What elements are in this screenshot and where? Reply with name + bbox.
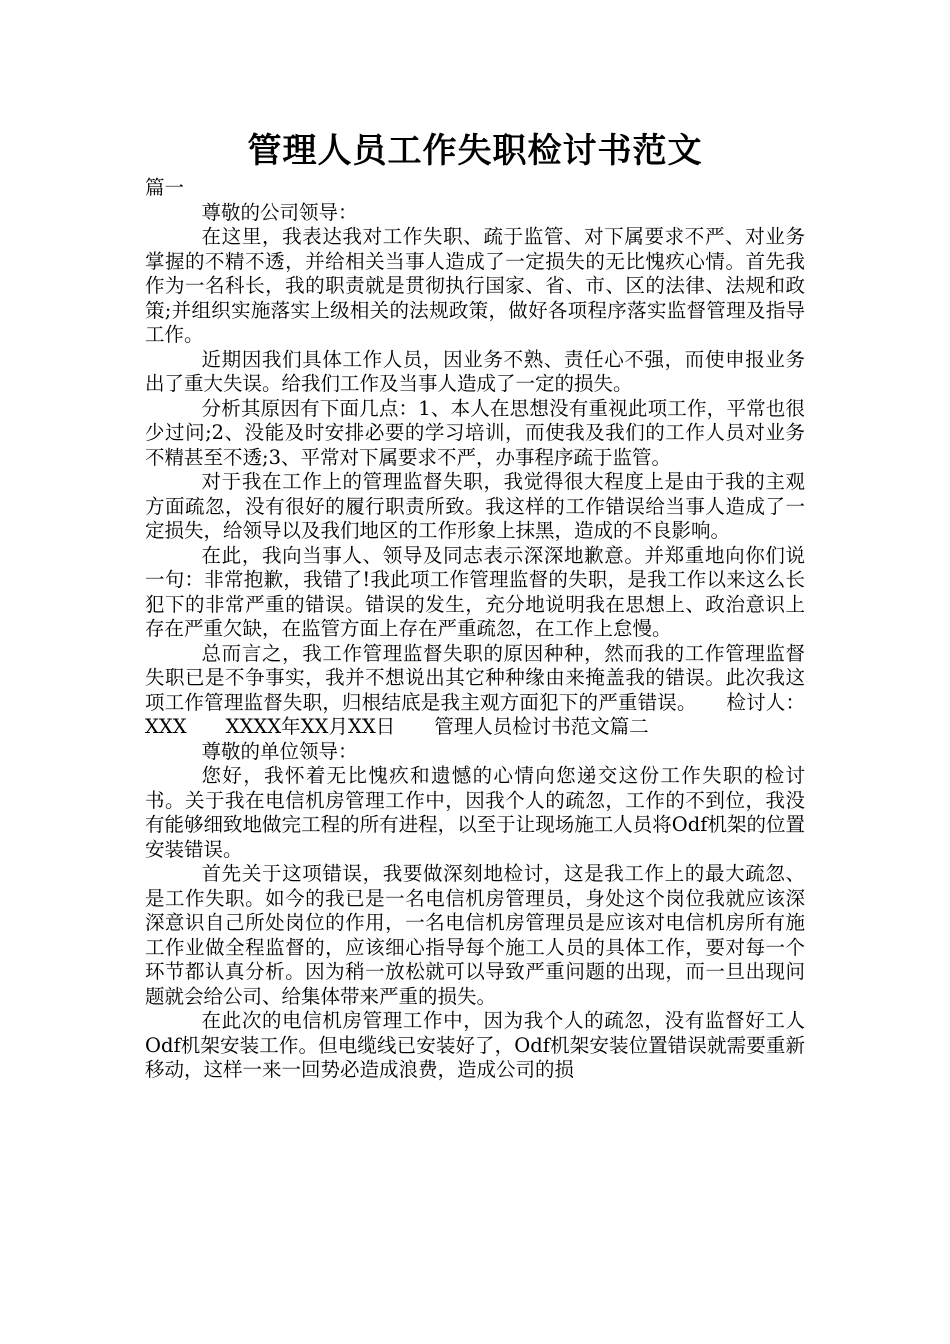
paragraph-1-5: 在此，我向当事人、领导及同志表示深深地歉意。并郑重地向你们说一句：非常抱歉，我错了!我此项工作管理监督的失职，是我工作以来这么长犯下的非常严重的错误。错误的发生，充分地说明我在思想上、政治意识上存在严重欠缺，在监管方面上存在严重疏忽，在工作上怠慢。 bbox=[145, 543, 805, 640]
paragraph-2-1: 您好，我怀着无比愧疚和遗憾的心情向您递交这份工作失职的检讨书。关于我在电信机房管理工作中，因我个人的疏忽，工作的不到位，我没有能够细致地做完工程的所有进程，以至于让现场施工人员将Odf机架的位置安装错误。 bbox=[145, 764, 805, 861]
paragraph-1-4: 对于我在工作上的管理监督失职，我觉得很大程度上是由于我的主观方面疏忽，没有很好的履行职责所致。我这样的工作错误给当事人造成了一定损失，给领导以及我们地区的工作形象上抹黑，造成的不良影响。 bbox=[145, 470, 805, 542]
paragraph-1-1: 在这里，我表达我对工作失职、疏于监管、对下属要求不严、对业务掌握的不精不透，并给相关当事人造成了一定损失的无比愧疚心情。首先我作为一名科长，我的职责就是贯彻执行国家、省、市、区的法律、法规和政策;并组织实施落实上级相关的法规政策，做好各项程序落实监督管理及指导工作。 bbox=[145, 225, 805, 346]
paragraph-1-2: 近期因我们具体工作人员，因业务不熟、责任心不强，而使申报业务出了重大失误。给我们工作及当事人造成了一定的损失。 bbox=[145, 347, 805, 395]
document-title: 管理人员工作失职检讨书范文 bbox=[247, 131, 703, 171]
paragraph-1-3: 分析其原因有下面几点：1、本人在思想没有重视此项工作，平常也很少过问;2、没能及时安排必要的学习培训，而使我及我们的工作人员对业务不精甚至不透;3、平常对下属要求不严，办事程序疏于监管。 bbox=[145, 396, 805, 469]
section-label-1: 篇一 bbox=[145, 176, 185, 199]
salutation-1: 尊敬的公司领导： bbox=[201, 200, 358, 224]
paragraph-2-2: 首先关于这项错误，我要做深刻地检讨，这是我工作上的最大疏忽、是工作失职。如今的我已是一名电信机房管理员，身处这个岗位我就应该深深意识自己所处岗位的作用，一名电信机房管理员是应该对电信机房所有施工作业做全程监督的，应该细心指导每个施工人员的具体工作，要对每一个环节都认真分析。因为稍一放松就可以导致严重问题的出现，而一旦出现问题就会给公司、给集体带来严重的损失。 bbox=[145, 862, 805, 1008]
paragraph-2-3: 在此次的电信机房管理工作中，因为我个人的疏忽，没有监督好工人Odf机架安装工作。但电缆线已安装好了，Odf机架安装位置错误就需要重新移动，这样一来一回势必造成浪费，造成公司的损 bbox=[145, 1009, 805, 1081]
salutation-2: 尊敬的单位领导： bbox=[201, 739, 358, 763]
document-page bbox=[145, 128, 805, 1083]
paragraph-1-6: 总而言之，我工作管理监督失职的原因种种，然而我的工作管理监督失职已是不争事实，我并不想说出其它种种缘由来掩盖我的错误。此次我这项工作管理监督失职，归根结底是我主观方面犯下的严重错误。 检讨人：XXX XXXX年XX月XX日 管理人员检讨书范文篇二 bbox=[145, 641, 805, 738]
